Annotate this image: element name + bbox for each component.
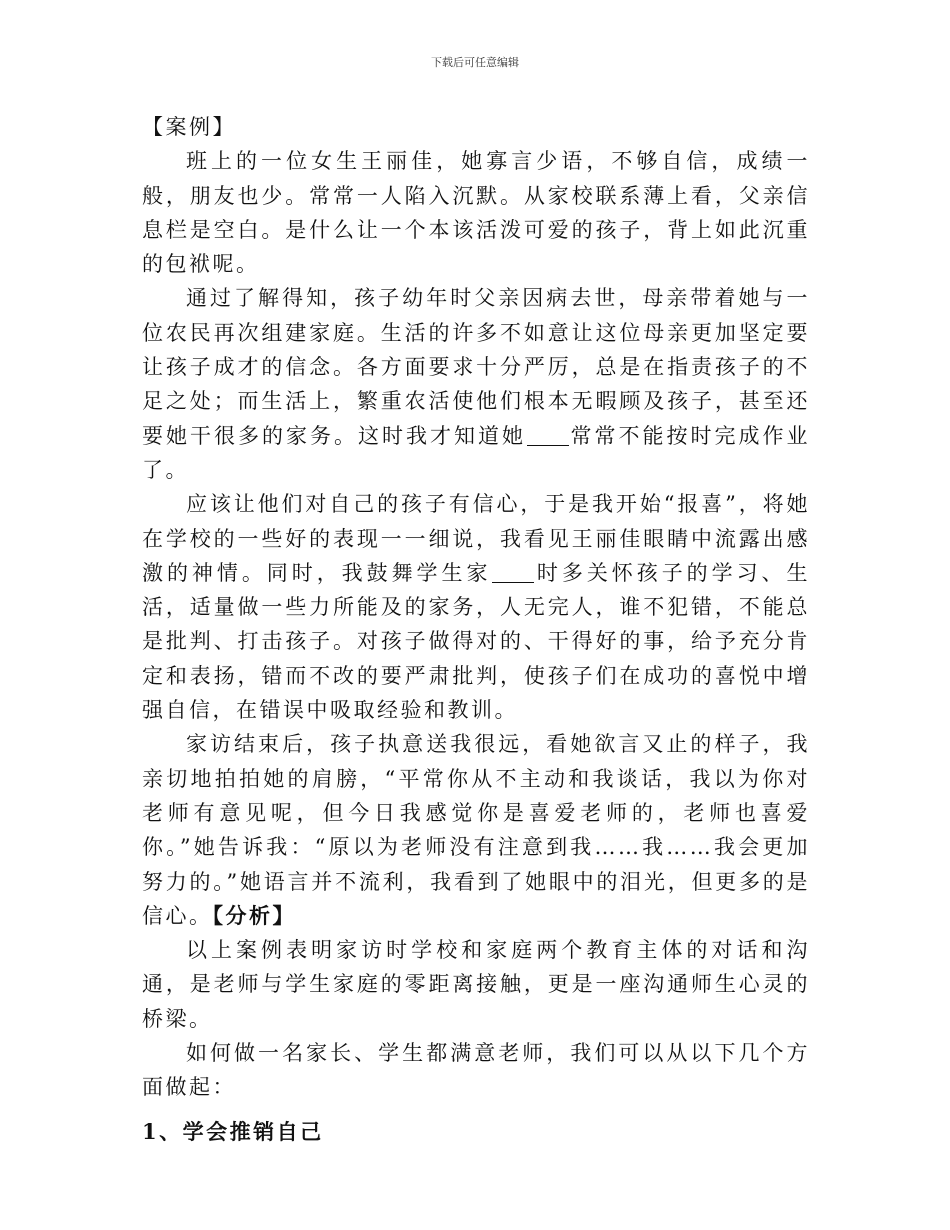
section-heading-1: 1、学会推销自己 <box>142 1118 324 1144</box>
paragraph-3-part-b: 时多关怀孩子的学习、生活，适量做一些力所能及的家务，人无完人，谁不犯错，不能总是批判、打击孩子。对孩子做得对的、干得好的事，给予充分肯定和表扬，错而不改的要严肃批判，使孩子们在成功的喜悦中增强自信，在错误中吸取经验和教训。 <box>142 560 811 723</box>
paragraph-2-part-a: 通过了解得知，孩子幼年时父亲因病去世，母亲带着她与一位农民再次组建家庭。生活的许多不如意让这位母亲更加坚定要让孩子成才的信念。各方面要求十分严厉，总是在指责孩子的不足之处；而生活上，繁重农活使他们根本无暇顾及孩子，甚至还要她干很多的家务。这时我才知道她 <box>142 286 810 448</box>
blank-underline <box>527 424 569 446</box>
paragraph-6: 如何做一名家长、学生都满意老师，我们可以从以下几个方面做起： <box>142 1041 810 1100</box>
blank-underline <box>492 561 534 583</box>
page-header-note: 下载后可任意编辑 <box>431 56 519 69</box>
paragraph-3-part-a: 应该让他们对自己的孩子有信心，于是我开始“报喜”，将她在学校的一些好的表现一一细说，我看见王丽佳眼睛中流露出感激的神情。同时，我鼓舞学生家 <box>142 492 810 585</box>
paragraph-4-text: 家访结束后，孩子执意送我很远，看她欲言又止的样子，我亲切地拍拍她的肩膀，“平常你从不主动和我谈话，我以为你对老师有意见呢，但今日我感觉你是喜爱老师的，老师也喜爱你。”她告诉我：“原以为老师没有注意到我……我……我会更加努力的。”她语言并不流利，我看到了她眼中的泪光，但更多的是信心。 <box>142 732 810 928</box>
paragraph-3 <box>142 487 810 727</box>
case-label: 【案例】 <box>142 115 236 139</box>
paragraph-2 <box>142 281 810 487</box>
document-body <box>142 110 810 1149</box>
analysis-label: 【分析】 <box>212 902 296 928</box>
paragraph-1: 班上的一位女生王丽佳，她寡言少语，不够自信，成绩一般，朋友也少。常常一人陷入沉默。从家校联系薄上看，父亲信息栏是空白。是什么让一个本该活泼可爱的孩子，背上如此沉重的包袱呢。 <box>142 149 810 277</box>
paragraph-5: 以上案例表明家访时学校和家庭两个教育主体的对话和沟通，是老师与学生家庭的零距离接触，更是一座沟通师生心灵的桥梁。 <box>142 938 810 1031</box>
paragraph-2-part-b: 常常不能按时完成作业了。 <box>142 423 810 482</box>
paragraph-4 <box>142 727 810 933</box>
